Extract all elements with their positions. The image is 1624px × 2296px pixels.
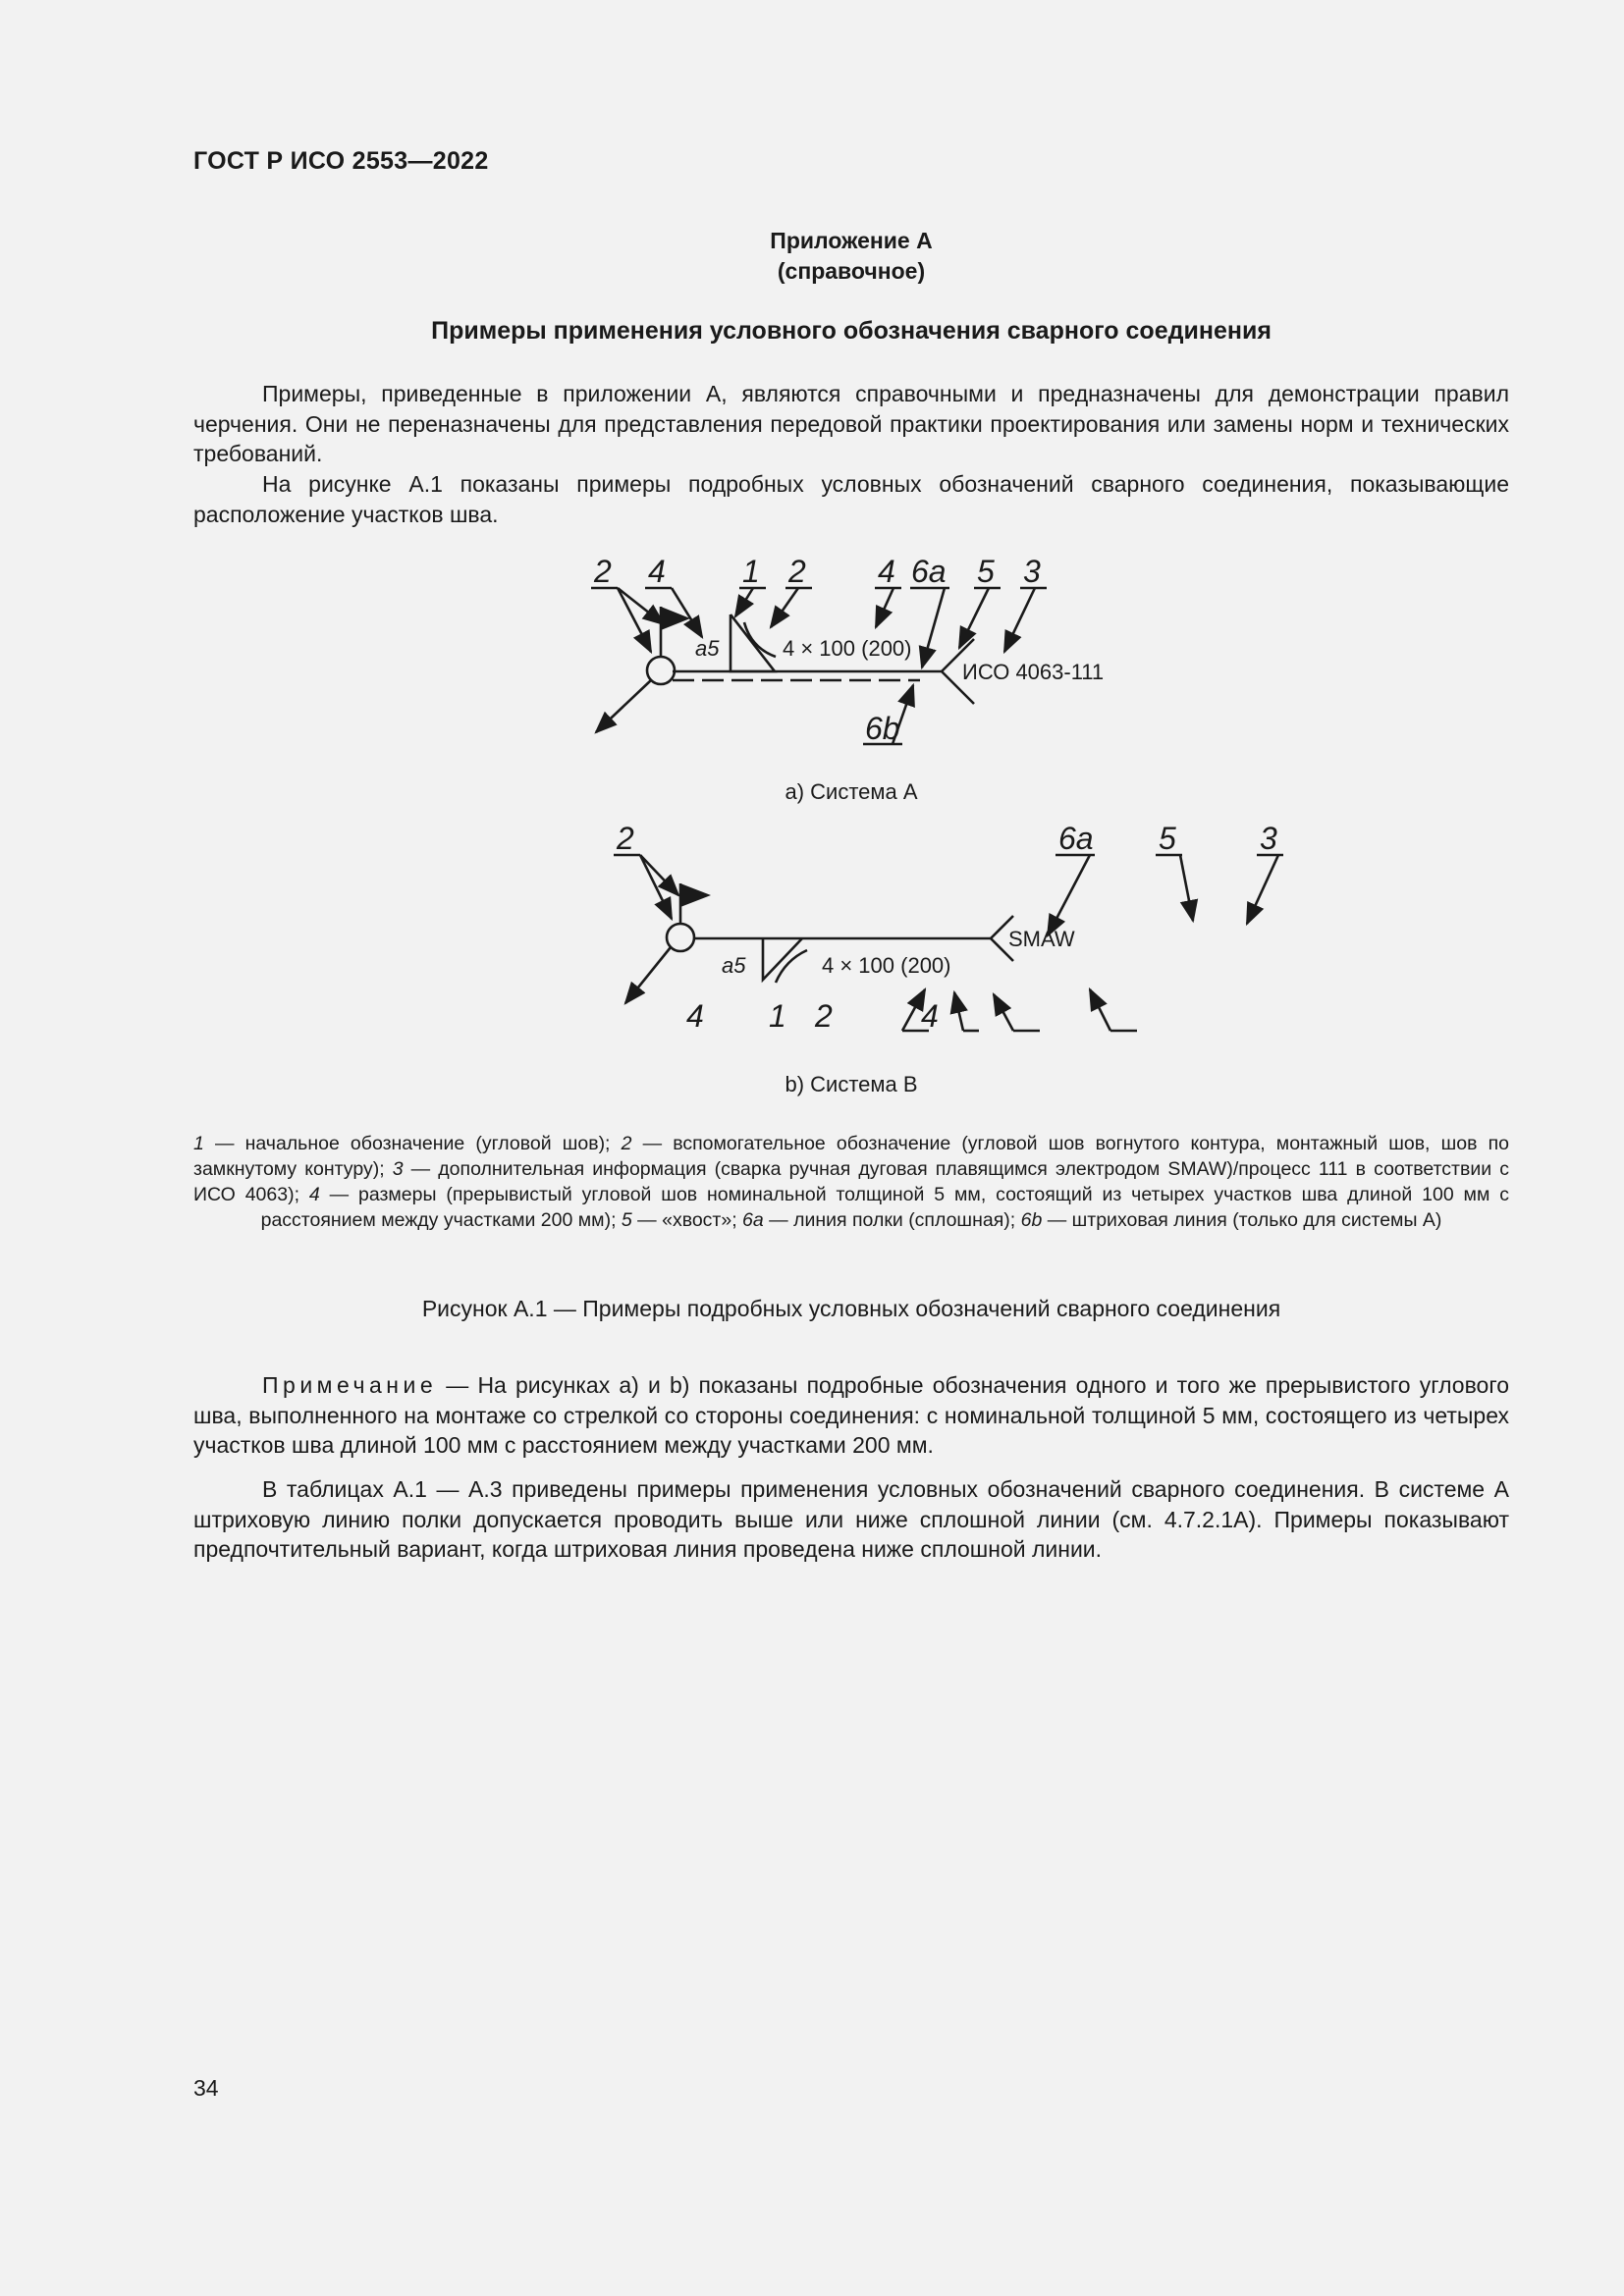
figure-system-a [193,546,1509,762]
legend-key-3: 3 [392,1158,404,1180]
all-around-circle [647,657,675,684]
leader-4-a [672,588,702,637]
callout-6b: 6b [865,711,900,746]
size-label: a5 [722,953,746,978]
callout-4: 4 [921,998,939,1034]
callout-4: 4 [878,554,895,589]
figure-title: Рисунок А.1 — Примеры подробных условных обозначений сварного соединения [421,1296,1281,1321]
document-header: ГОСТ Р ИСО 2553—2022 [193,147,489,175]
legend-text-6b: — штриховая линия (только для системы А) [1042,1209,1442,1231]
annex-title: Приложение А [770,228,933,253]
leader-6a [1048,855,1090,935]
note-text: — На рисунках а) и b) показаны подробные обозначения одного и того же прерывистого углового шва, выполненного на монтаже со стрелкой со стороны соединения: с номинальной толщиной 5 мм, состоящего из четырех участков шва длиной 100 мм с расстоянием между участками 200 мм. [193,1372,1509,1458]
leader-2-a [640,855,672,919]
callout-2: 2 [617,821,634,856]
leader-6a [922,588,945,667]
callout-6a: 6a [911,554,947,589]
leader-5 [1180,855,1193,921]
legend-key-1: 1 [193,1133,204,1154]
callout-2: 2 [594,554,612,589]
dimension-label: 4 × 100 (200) [822,953,951,978]
leader-5 [959,588,989,648]
leader-3 [1247,855,1278,924]
callout-2: 2 [815,998,833,1034]
legend-text-4: — размеры (прерывистый угловой шов номинальной толщиной 5 мм, состоящий из четырех участков шва длиной 100 мм с расстоянием между участками 200 мм); [260,1184,1509,1231]
legend-key-6b: 6b [1020,1209,1043,1231]
leader-2-b [640,855,678,895]
legend-key-6a: 6a [742,1209,764,1231]
dimension-label: 4 × 100 (200) [783,636,912,661]
document-page [193,0,1509,2296]
tables-paragraph: В таблицах А.1 — А.3 приведены примеры применения условных обозначений сварного соединения. В системе А штриховую линию полки допускается проводить выше или ниже сплошной линии (см. 4.7.2.1А). Примеры показывают предпочтительный вариант, когда штриховая линия проведена ниже сплошной линии. [193,1476,1509,1562]
leader-1-a [735,588,753,616]
leader-3 [1004,588,1035,652]
tail-text: SMAW [1008,927,1075,951]
note-label: Примечание [262,1372,438,1398]
legend-key-2: 2 [621,1133,632,1154]
arrow-line [596,680,651,732]
leader-2-a2 [771,588,798,627]
legend-text-2: — вспомогательное обозначение (угловой шов вогнутого контура, монтажный шов, шов по замкнутому контуру); [193,1133,1509,1180]
leader-2-b2 [994,994,1013,1031]
legend-text-5: — «хвост»; [631,1209,743,1231]
page-number: 34 [193,2075,219,2101]
leader-2-b [618,588,664,624]
callout-2: 2 [788,554,806,589]
intro-paragraph-1: Примеры, приведенные в приложении А, являются справочными и предназначены для демонстрации правил черчения. Они не переназначены для представления передовой практики проектирования или замены норм и технических требований. [193,381,1509,466]
weld-symbol-system-a [193,546,1509,762]
callout-3: 3 [1260,821,1277,856]
callout-1: 1 [769,998,786,1034]
callout-1: 1 [742,554,760,589]
legend-text-1: — начальное обозначение (угловой шов); [203,1133,622,1154]
annex-kind: (справочное) [777,258,926,284]
tail-text: ИСО 4063-111 [962,660,1105,684]
arrow-line [625,947,671,1003]
leader-1-b [954,992,963,1031]
fillet-weld-symbol [763,938,802,980]
callout-4: 4 [648,554,666,589]
figure-legend [193,1131,1509,1233]
caption-system-b: b) Система В [785,1072,918,1096]
legend-text-3: — дополнительная информация (сварка ручная дуговая плавящимся электродом SMAW)/процесс 111 в соответствии с ИСО 4063); [193,1158,1509,1205]
callout-5: 5 [977,554,995,589]
leader-4-a2 [876,588,893,627]
callout-3: 3 [1023,554,1041,589]
note-paragraph [193,1370,1509,1461]
leader-4-b2 [1090,989,1110,1031]
callout-5: 5 [1159,821,1176,856]
leader-2-a [618,588,651,652]
field-weld-flag [680,883,711,907]
figure-system-b [193,813,1509,1048]
legend-key-4: 4 [308,1184,320,1205]
size-label: a5 [695,636,720,661]
callout-6a: 6a [1058,821,1094,856]
fillet-weld-symbol [731,614,775,671]
caption-system-a: а) Система А [785,779,918,804]
annex-heading [193,226,1509,287]
concave-contour-arc [776,950,807,983]
callout-4: 4 [686,998,704,1034]
legend-key-5: 5 [621,1209,632,1231]
intro-paragraph-2: На рисунке А.1 показаны примеры подробных условных обозначений сварного соединения, показывающие расположение участков шва. [193,471,1509,527]
all-around-circle [667,924,694,951]
section-title: Примеры применения условного обозначения сварного соединения [431,317,1272,345]
weld-symbol-system-b [193,813,1509,1048]
legend-text-6a: — линия полки (сплошная); [763,1209,1021,1231]
